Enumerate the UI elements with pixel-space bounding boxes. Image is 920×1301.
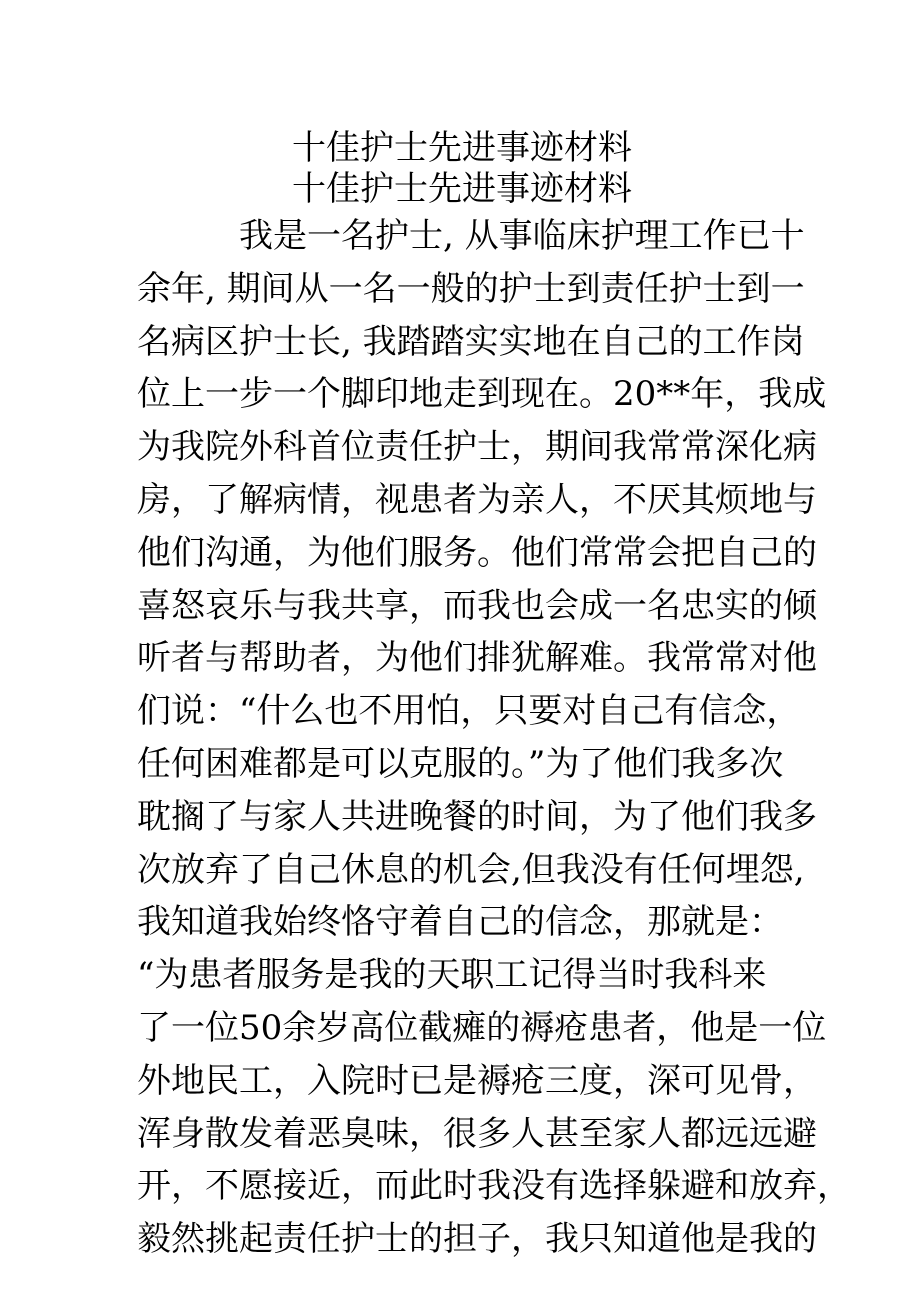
text-line: 位上一步一个脚印地走到现在。20**年，我成 <box>137 374 827 415</box>
document-content <box>137 128 851 1266</box>
text-line: 房，了解病情，视患者为亲人，不厌其烦地与 <box>137 479 817 520</box>
text-line: 为我院外科首位责任护士，期间我常常深化病 <box>137 427 817 468</box>
text-line: 任何困难都是可以克服的。”为了他们我多次 <box>137 743 784 784</box>
text-line: 听者与帮助者，为他们排犹解难。我常常对他 <box>137 638 817 679</box>
text-line: 们说：“什么也不用怕，只要对自己有信念， <box>137 691 801 732</box>
text-line: 他们沟通，为他们服务。他们常常会把自己的 <box>137 532 817 573</box>
text-line: 次放弃了自己休息的机会,但我没有任何埋怨, <box>137 849 805 890</box>
text-line: 名病区护士长, 我踏踏实实地在自己的工作岗 <box>137 321 805 362</box>
text-line: 余年, 期间从一名一般的护士到责任护士到一 <box>137 268 805 309</box>
text-line: 了一位50余岁高位截瘫的褥疮患者，他是一位 <box>137 1007 827 1048</box>
text-line: 耽搁了与家人共进晚餐的时间，为了他们我多 <box>137 796 817 837</box>
text-line: 开，不愿接近，而此时我没有选择躲避和放弃， <box>137 1166 851 1207</box>
document-subtitle: 十佳护士先进事迹材料 <box>292 169 632 209</box>
text-line: 喜怒哀乐与我共享，而我也会成一名忠实的倾 <box>137 585 817 626</box>
text-line: 毅然挑起责任护士的担子，我只知道他是我的 <box>137 1219 817 1260</box>
document-title: 十佳护士先进事迹材料 <box>292 128 632 168</box>
text-line: 我知道我始终恪守着自己的信念，那就是： <box>137 902 783 943</box>
text-line: 我是一名护士, 从事临床护理工作已十 <box>239 216 805 256</box>
body-text <box>137 210 851 1266</box>
text-line: 外地民工，入院时已是褥疮三度，深可见骨， <box>137 1060 817 1101</box>
text-line: “为患者服务是我的天职工记得当时我科来 <box>137 955 767 996</box>
text-line: 浑身散发着恶臭味，很多人甚至家人都远远避 <box>137 1113 817 1154</box>
